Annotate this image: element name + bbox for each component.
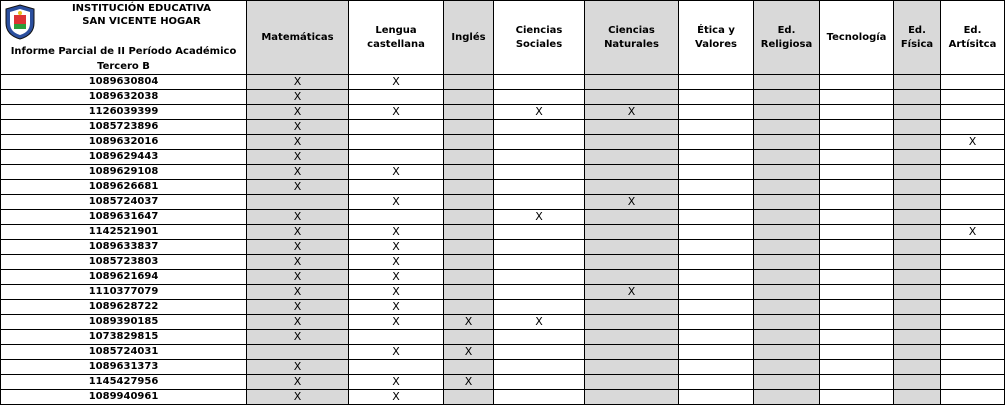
table-row — [1, 390, 1005, 405]
subject-mark-cell — [585, 135, 679, 150]
subject-mark-cell — [941, 330, 1005, 345]
subject-mark-cell — [941, 360, 1005, 375]
subject-mark-cell: X — [247, 90, 349, 105]
subject-mark-cell — [444, 255, 494, 270]
subject-mark-cell — [941, 300, 1005, 315]
subject-mark-cell — [754, 330, 820, 345]
subject-mark-cell — [820, 255, 894, 270]
subject-mark-cell: X — [349, 165, 444, 180]
subject-mark-cell — [894, 105, 941, 120]
institution-name-line2: SAN VICENTE HOGAR — [82, 16, 201, 27]
subject-mark-cell — [754, 240, 820, 255]
subject-mark-cell — [444, 390, 494, 405]
subject-mark-cell: X — [247, 360, 349, 375]
student-id-cell: 1110377079 — [1, 285, 247, 300]
subject-mark-cell — [585, 240, 679, 255]
subject-mark-cell — [349, 210, 444, 225]
subject-mark-cell: X — [349, 390, 444, 405]
table-row — [1, 360, 1005, 375]
subject-mark-cell: X — [585, 105, 679, 120]
subject-mark-cell — [585, 255, 679, 270]
subject-mark-cell: X — [349, 195, 444, 210]
subject-mark-cell — [679, 165, 754, 180]
student-id-cell: 1126039399 — [1, 105, 247, 120]
subject-mark-cell — [679, 210, 754, 225]
subject-mark-cell — [754, 75, 820, 90]
subject-mark-cell — [754, 120, 820, 135]
subject-mark-cell — [494, 375, 585, 390]
subject-mark-cell — [349, 360, 444, 375]
table-row — [1, 375, 1005, 390]
subject-mark-cell — [679, 75, 754, 90]
table-row — [1, 195, 1005, 210]
subject-mark-cell: X — [349, 300, 444, 315]
subject-mark-cell — [444, 120, 494, 135]
subject-mark-cell: X — [494, 315, 585, 330]
subject-mark-cell — [894, 240, 941, 255]
subject-mark-cell — [679, 270, 754, 285]
subject-mark-cell — [820, 270, 894, 285]
subject-mark-cell — [754, 150, 820, 165]
subject-mark-cell — [941, 90, 1005, 105]
subject-header: Ed. Religiosa — [754, 1, 820, 75]
subject-mark-cell — [941, 315, 1005, 330]
subject-mark-cell — [444, 135, 494, 150]
subject-mark-cell: X — [349, 375, 444, 390]
subject-mark-cell — [585, 360, 679, 375]
student-id-cell: 1085724031 — [1, 345, 247, 360]
subject-mark-cell: X — [247, 165, 349, 180]
subject-mark-cell — [494, 330, 585, 345]
subject-mark-cell — [941, 210, 1005, 225]
subject-mark-cell: X — [247, 270, 349, 285]
subject-mark-cell — [679, 360, 754, 375]
subject-mark-cell — [820, 210, 894, 225]
subject-mark-cell: X — [444, 375, 494, 390]
subject-mark-cell — [820, 390, 894, 405]
table-row — [1, 270, 1005, 285]
subject-mark-cell — [754, 135, 820, 150]
subject-mark-cell — [494, 75, 585, 90]
subject-mark-cell — [679, 120, 754, 135]
subject-mark-cell — [679, 180, 754, 195]
subject-mark-cell — [941, 120, 1005, 135]
subject-header: Ciencias Naturales — [585, 1, 679, 75]
subject-mark-cell — [941, 285, 1005, 300]
subject-mark-cell — [941, 255, 1005, 270]
subject-mark-cell — [754, 315, 820, 330]
subject-mark-cell — [444, 285, 494, 300]
subject-mark-cell — [247, 195, 349, 210]
subject-mark-cell: X — [349, 240, 444, 255]
subject-mark-cell — [585, 330, 679, 345]
subject-mark-cell — [349, 135, 444, 150]
subject-mark-cell — [679, 150, 754, 165]
subject-mark-cell — [894, 375, 941, 390]
subject-mark-cell — [679, 330, 754, 345]
subject-mark-cell: X — [247, 255, 349, 270]
subject-mark-cell — [754, 180, 820, 195]
student-id-cell: 1089940961 — [1, 390, 247, 405]
subject-mark-cell — [349, 90, 444, 105]
subject-mark-cell: X — [247, 315, 349, 330]
subject-mark-cell — [444, 240, 494, 255]
subject-header: Matemáticas — [247, 1, 349, 75]
table-row — [1, 150, 1005, 165]
subject-mark-cell — [754, 360, 820, 375]
subject-mark-cell — [754, 165, 820, 180]
table-row — [1, 105, 1005, 120]
subject-mark-cell: X — [247, 150, 349, 165]
subject-mark-cell — [894, 315, 941, 330]
subject-mark-cell: X — [444, 345, 494, 360]
subject-mark-cell: X — [247, 180, 349, 195]
subject-mark-cell — [820, 315, 894, 330]
student-id-cell: 1145427956 — [1, 375, 247, 390]
table-row — [1, 255, 1005, 270]
subject-mark-cell — [585, 90, 679, 105]
subject-mark-cell: X — [444, 315, 494, 330]
subject-mark-cell — [754, 255, 820, 270]
subject-mark-cell — [585, 210, 679, 225]
student-id-cell: 1142521901 — [1, 225, 247, 240]
subject-mark-cell — [494, 150, 585, 165]
student-id-cell: 1085723896 — [1, 120, 247, 135]
subject-mark-cell — [820, 345, 894, 360]
institution-header — [1, 1, 247, 75]
subject-mark-cell — [820, 300, 894, 315]
subject-mark-cell: X — [247, 300, 349, 315]
subject-mark-cell — [941, 165, 1005, 180]
subject-mark-cell — [494, 225, 585, 240]
subject-mark-cell — [820, 375, 894, 390]
subject-mark-cell — [444, 195, 494, 210]
subject-mark-cell — [679, 135, 754, 150]
subject-mark-cell: X — [247, 75, 349, 90]
student-id-cell: 1085723803 — [1, 255, 247, 270]
subject-mark-cell — [444, 330, 494, 345]
subject-mark-cell: X — [247, 105, 349, 120]
subject-mark-cell — [585, 150, 679, 165]
subject-mark-cell: X — [247, 225, 349, 240]
student-id-cell: 1073829815 — [1, 330, 247, 345]
subject-mark-cell: X — [941, 225, 1005, 240]
subject-mark-cell — [941, 150, 1005, 165]
subject-mark-cell: X — [349, 255, 444, 270]
subject-mark-cell — [494, 390, 585, 405]
subject-mark-cell — [444, 105, 494, 120]
subject-mark-cell — [494, 180, 585, 195]
student-id-cell: 1089632038 — [1, 90, 247, 105]
table-row — [1, 75, 1005, 90]
student-rows — [1, 75, 1005, 405]
subject-mark-cell — [494, 360, 585, 375]
table-row — [1, 135, 1005, 150]
subject-mark-cell — [444, 165, 494, 180]
subject-mark-cell — [494, 300, 585, 315]
table-row — [1, 165, 1005, 180]
subject-mark-cell — [444, 180, 494, 195]
subject-mark-cell — [754, 90, 820, 105]
subject-mark-cell — [941, 390, 1005, 405]
subject-mark-cell — [820, 360, 894, 375]
subject-mark-cell — [894, 285, 941, 300]
subject-mark-cell — [585, 270, 679, 285]
subject-mark-cell — [444, 270, 494, 285]
subject-mark-cell — [894, 255, 941, 270]
subject-mark-cell — [754, 210, 820, 225]
subject-mark-cell — [754, 105, 820, 120]
subject-mark-cell: X — [247, 120, 349, 135]
subject-mark-cell — [754, 345, 820, 360]
student-id-cell: 1089628722 — [1, 300, 247, 315]
subject-mark-cell — [894, 210, 941, 225]
subject-mark-cell — [754, 195, 820, 210]
subject-mark-cell: X — [247, 375, 349, 390]
student-id-cell: 1089626681 — [1, 180, 247, 195]
subject-mark-cell: X — [349, 345, 444, 360]
subject-mark-cell: X — [247, 330, 349, 345]
subject-mark-cell — [941, 375, 1005, 390]
subject-mark-cell — [494, 195, 585, 210]
subject-mark-cell — [679, 315, 754, 330]
subject-mark-cell — [941, 240, 1005, 255]
student-id-cell: 1085724037 — [1, 195, 247, 210]
student-id-cell: 1089632016 — [1, 135, 247, 150]
subject-mark-cell — [894, 90, 941, 105]
subject-mark-cell: X — [585, 285, 679, 300]
subject-mark-cell: X — [247, 135, 349, 150]
table-row — [1, 120, 1005, 135]
subject-mark-cell — [444, 75, 494, 90]
subject-mark-cell — [494, 240, 585, 255]
subject-mark-cell — [679, 105, 754, 120]
subject-mark-cell — [754, 390, 820, 405]
table-row — [1, 240, 1005, 255]
subject-mark-cell — [754, 285, 820, 300]
subject-mark-cell — [585, 165, 679, 180]
subject-mark-cell — [820, 150, 894, 165]
subject-mark-cell — [894, 330, 941, 345]
student-id-cell: 1089629443 — [1, 150, 247, 165]
subject-mark-cell: X — [941, 135, 1005, 150]
subject-mark-cell: X — [494, 210, 585, 225]
subject-mark-cell: X — [349, 225, 444, 240]
subject-mark-cell: X — [349, 285, 444, 300]
subject-mark-cell — [894, 345, 941, 360]
subject-mark-cell — [444, 300, 494, 315]
subject-mark-cell — [894, 75, 941, 90]
subject-mark-cell: X — [349, 75, 444, 90]
subject-mark-cell — [820, 330, 894, 345]
subject-mark-cell — [820, 180, 894, 195]
group-name: Tercero B — [97, 61, 150, 72]
subject-mark-cell — [444, 360, 494, 375]
subject-mark-cell: X — [247, 210, 349, 225]
subject-mark-cell — [585, 180, 679, 195]
subject-header: Ciencias Sociales — [494, 1, 585, 75]
subject-mark-cell — [941, 75, 1005, 90]
subject-mark-cell — [820, 75, 894, 90]
subject-mark-cell — [349, 330, 444, 345]
subject-mark-cell — [941, 195, 1005, 210]
subject-mark-cell — [585, 120, 679, 135]
subject-mark-cell — [494, 345, 585, 360]
subject-mark-cell — [494, 120, 585, 135]
student-id-cell: 1089621694 — [1, 270, 247, 285]
subject-mark-cell: X — [585, 195, 679, 210]
subject-mark-cell — [585, 300, 679, 315]
subject-mark-cell — [585, 315, 679, 330]
subject-mark-cell — [941, 270, 1005, 285]
subject-mark-cell — [894, 225, 941, 240]
subject-header: Ed. Artísitca — [941, 1, 1005, 75]
table-row — [1, 90, 1005, 105]
subject-mark-cell — [820, 240, 894, 255]
subject-mark-cell — [494, 165, 585, 180]
subject-mark-cell — [894, 180, 941, 195]
subject-mark-cell: X — [247, 390, 349, 405]
subject-mark-cell — [820, 195, 894, 210]
subject-mark-cell — [444, 150, 494, 165]
subject-mark-cell — [679, 285, 754, 300]
student-id-cell: 1089630804 — [1, 75, 247, 90]
subject-mark-cell — [754, 375, 820, 390]
subject-mark-cell — [679, 195, 754, 210]
subject-mark-cell — [894, 270, 941, 285]
subject-mark-cell — [894, 390, 941, 405]
subject-mark-cell — [444, 90, 494, 105]
subject-mark-cell — [679, 90, 754, 105]
subject-mark-cell: X — [349, 315, 444, 330]
subject-mark-cell — [894, 360, 941, 375]
subject-mark-cell — [894, 120, 941, 135]
table-row — [1, 315, 1005, 330]
subject-mark-cell — [247, 345, 349, 360]
subject-mark-cell — [679, 390, 754, 405]
subject-mark-cell: X — [247, 285, 349, 300]
subject-mark-cell — [941, 345, 1005, 360]
table-row — [1, 180, 1005, 195]
subject-mark-cell — [444, 210, 494, 225]
institution-name-line1: INSTITUCIÓN EDUCATIVA — [71, 3, 212, 14]
subject-mark-cell — [585, 75, 679, 90]
subject-mark-cell — [494, 285, 585, 300]
subject-mark-cell — [754, 270, 820, 285]
subject-mark-cell — [894, 165, 941, 180]
subject-mark-cell — [444, 225, 494, 240]
student-id-cell: 1089629108 — [1, 165, 247, 180]
subject-mark-cell — [679, 375, 754, 390]
subject-mark-cell — [894, 150, 941, 165]
subject-mark-cell: X — [247, 240, 349, 255]
table-row — [1, 225, 1005, 240]
table-row — [1, 345, 1005, 360]
table-row — [1, 210, 1005, 225]
table-row — [1, 330, 1005, 345]
student-id-cell: 1089390185 — [1, 315, 247, 330]
subject-mark-cell — [820, 285, 894, 300]
header-row — [1, 1, 1005, 75]
subject-mark-cell — [941, 105, 1005, 120]
subject-mark-cell — [941, 180, 1005, 195]
subject-mark-cell — [349, 150, 444, 165]
subject-mark-cell — [679, 225, 754, 240]
subject-mark-cell — [349, 120, 444, 135]
subject-mark-cell: X — [494, 105, 585, 120]
subject-mark-cell — [894, 195, 941, 210]
subject-mark-cell — [754, 300, 820, 315]
subject-mark-cell — [820, 225, 894, 240]
subject-mark-cell: X — [349, 270, 444, 285]
subject-mark-cell — [494, 90, 585, 105]
subject-header: Inglés — [444, 1, 494, 75]
subject-mark-cell — [820, 105, 894, 120]
subject-mark-cell — [349, 180, 444, 195]
subject-mark-cell — [494, 270, 585, 285]
subject-header: Ed. Física — [894, 1, 941, 75]
student-id-cell: 1089631373 — [1, 360, 247, 375]
school-crest-icon — [3, 3, 37, 41]
table-row — [1, 300, 1005, 315]
subject-mark-cell — [679, 255, 754, 270]
subject-mark-cell — [585, 345, 679, 360]
subject-mark-cell — [585, 390, 679, 405]
subject-header: Tecnología — [820, 1, 894, 75]
student-id-cell: 1089631647 — [1, 210, 247, 225]
subject-mark-cell — [820, 165, 894, 180]
student-id-cell: 1089633837 — [1, 240, 247, 255]
subject-mark-cell — [679, 345, 754, 360]
subject-mark-cell: X — [349, 105, 444, 120]
subject-mark-cell — [494, 135, 585, 150]
subject-mark-cell — [585, 225, 679, 240]
subject-mark-cell — [494, 255, 585, 270]
subject-mark-cell — [820, 120, 894, 135]
subject-header: Lengua castellana — [349, 1, 444, 75]
subject-mark-cell — [585, 375, 679, 390]
subject-mark-cell — [820, 90, 894, 105]
subject-mark-cell — [754, 225, 820, 240]
subject-mark-cell — [894, 135, 941, 150]
subject-mark-cell — [894, 300, 941, 315]
table-row — [1, 285, 1005, 300]
subject-mark-cell — [820, 135, 894, 150]
subject-mark-cell — [679, 240, 754, 255]
subject-header: Ética y Valores — [679, 1, 754, 75]
subject-mark-cell — [679, 300, 754, 315]
report-title: Informe Parcial de II Período Académico — [10, 46, 237, 57]
